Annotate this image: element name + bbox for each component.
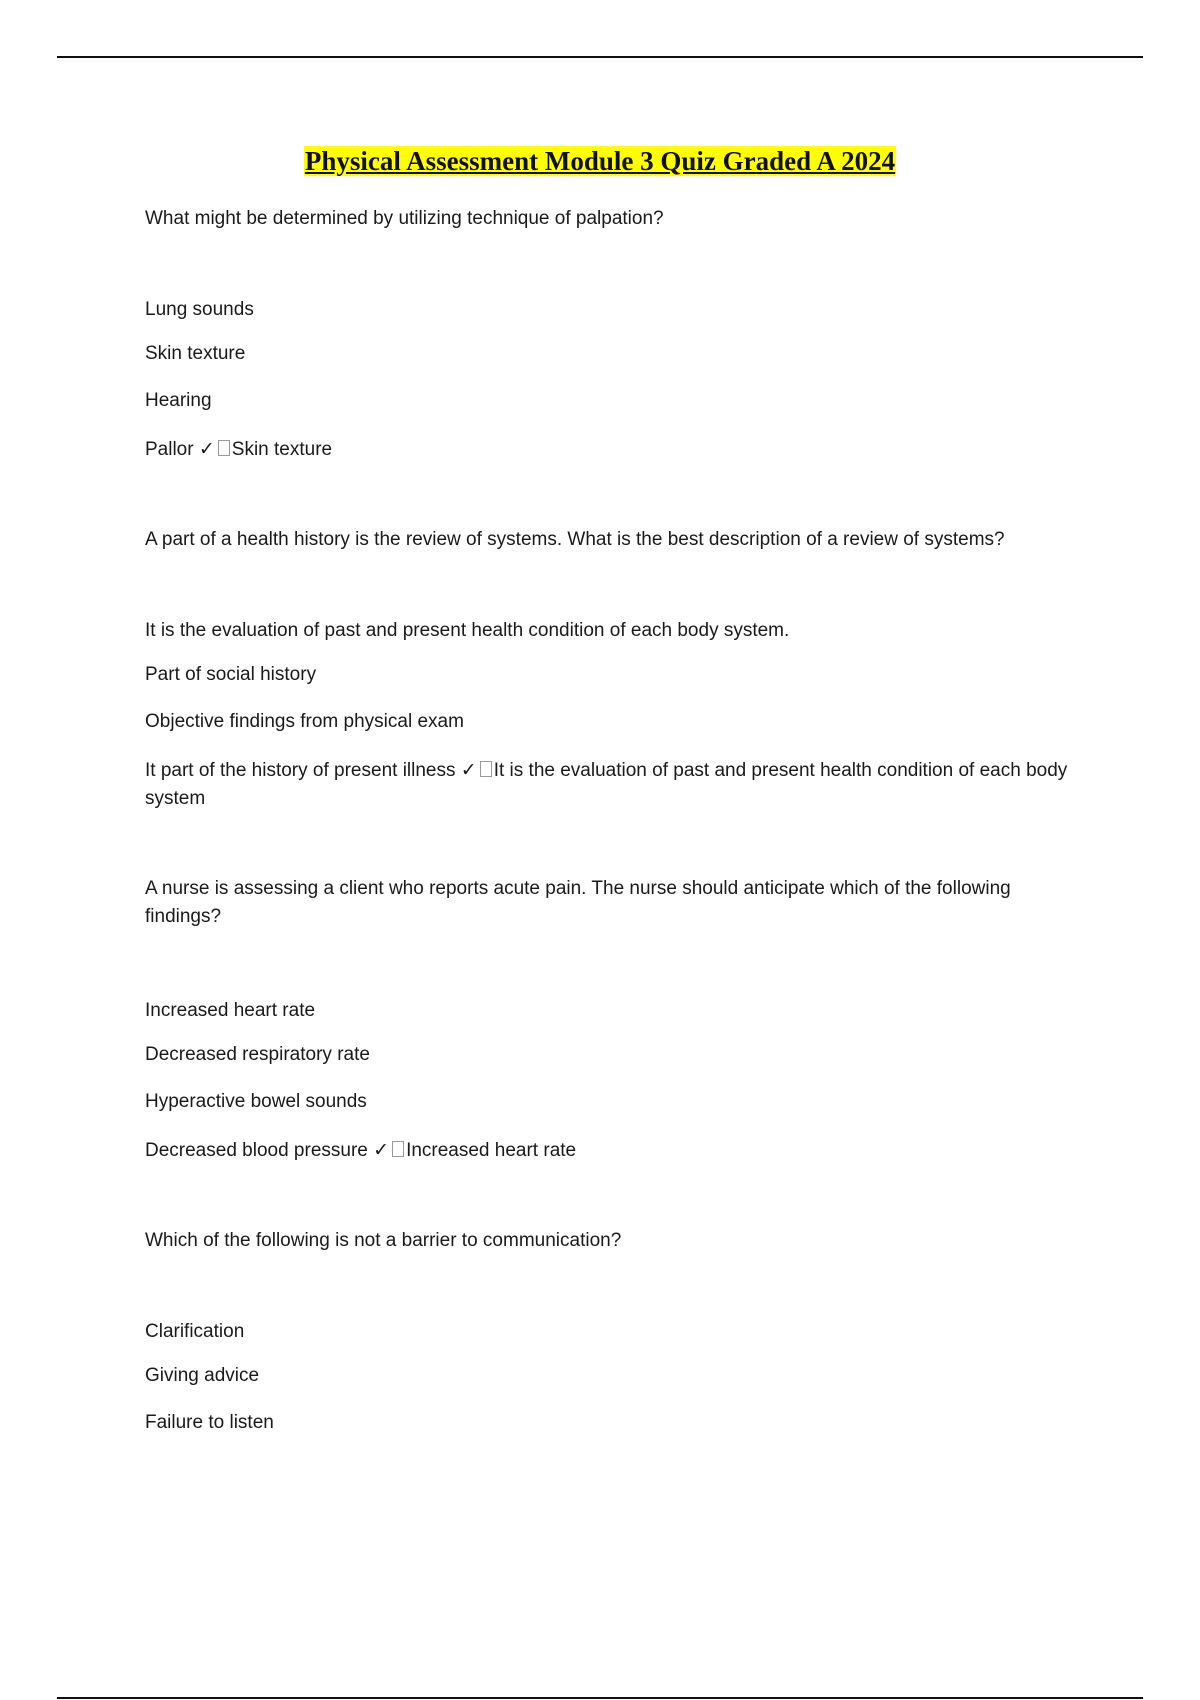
question-2-option-4-with-answer	[145, 756, 1085, 813]
question-3-option-4: Decreased blood pressure	[145, 1140, 368, 1161]
question-2-option-3: Objective findings from physical exam	[145, 711, 464, 732]
question-1-option-4: Pallor	[145, 439, 194, 460]
question-2-option-4: It part of the history of present illness	[145, 760, 456, 781]
missing-glyph-box-icon	[480, 761, 492, 777]
question-3-option-1: Increased heart rate	[145, 1000, 316, 1021]
question-2-prompt: A part of a health history is the review of systems. What is the best description of a review of systems?	[145, 529, 1005, 550]
question-3-prompt: A nurse is assessing a client who reports acute pain. The nurse should anticipate which of the following findings?	[145, 878, 1011, 927]
question-2-option-1: It is the evaluation of past and present health condition of each body system.	[145, 620, 790, 641]
question-4-prompt: Which of the following is not a barrier to communication?	[145, 1230, 622, 1251]
question-1-option-2: Skin texture	[145, 343, 246, 364]
question-1-answer: Skin texture	[231, 439, 333, 460]
question-2-answer: It is the evaluation of past and present health condition of each body system	[145, 760, 1068, 809]
question-3-option-3: Hyperactive bowel sounds	[145, 1091, 367, 1112]
question-4-option-2: Giving advice	[145, 1365, 260, 1386]
footer-rule	[57, 1697, 1143, 1699]
document-title: Physical Assessment Module 3 Quiz Graded A 2024	[304, 146, 896, 176]
missing-glyph-box-icon	[218, 440, 230, 456]
question-3-option-2: Decreased respiratory rate	[145, 1044, 370, 1065]
question-1-option-4-with-answer	[145, 435, 1085, 464]
check-icon: ✓	[198, 438, 215, 460]
question-2-option-2: Part of social history	[145, 664, 317, 685]
check-icon: ✓	[460, 759, 477, 781]
check-icon: ✓	[373, 1139, 390, 1161]
missing-glyph-box-icon	[392, 1141, 404, 1157]
title-container	[0, 144, 1200, 178]
question-3-option-4-with-answer	[145, 1136, 1085, 1165]
question-4-option-1: Clarification	[145, 1321, 245, 1342]
header-rule	[57, 56, 1143, 58]
question-3-answer: Increased heart rate	[406, 1140, 577, 1161]
question-1-option-1: Lung sounds	[145, 299, 254, 320]
question-4-option-3: Failure to listen	[145, 1412, 274, 1433]
question-1-prompt: What might be determined by utilizing technique of palpation?	[145, 208, 664, 229]
question-1-option-3: Hearing	[145, 390, 212, 411]
